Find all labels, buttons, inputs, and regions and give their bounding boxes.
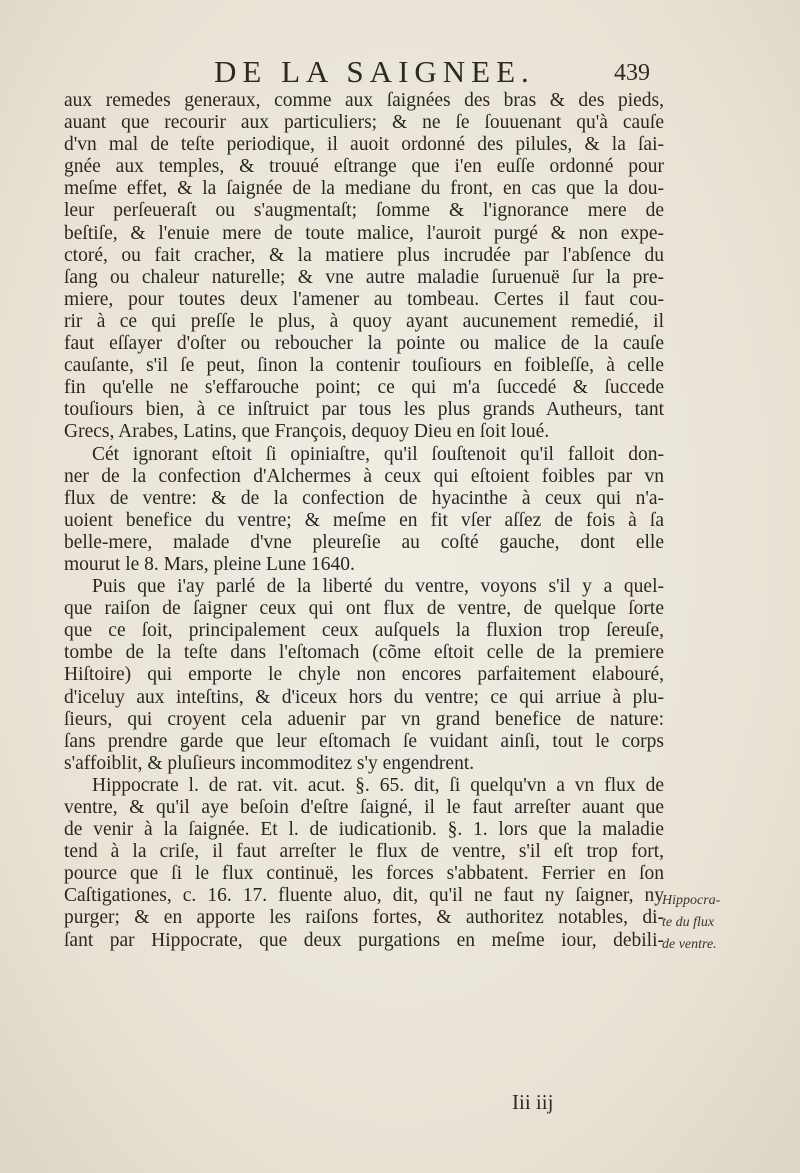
text-line: ſang ou chaleur naturelle; & vne autre maladie ſuruenuë ſur la pre- bbox=[64, 266, 664, 288]
text-line: tombe de la teſte dans l'eſtomach (cõme eſtoit celle de la premiere bbox=[64, 642, 664, 664]
text-line: fin qu'elle ne s'effarouche point; ce qui m'a ſuccedé & ſuccede bbox=[64, 377, 664, 399]
page-header bbox=[0, 50, 800, 94]
text-line: d'vn mal de teſte periodique, il auoit ordonné des pilules, & la ſai- bbox=[64, 134, 664, 156]
text-line: ſant par Hippocrate, que deux purgations en meſme iour, debili- bbox=[64, 929, 664, 951]
marginal-note-line: te du flux bbox=[662, 915, 715, 930]
text-line: aux remedes generaux, comme aux ſaignées des bras & des pieds, bbox=[64, 90, 664, 111]
marginal-note bbox=[662, 890, 762, 956]
text-line: touſiours bien, à ce inſtruict par tous les plus grands Autheurs, tant bbox=[64, 399, 664, 421]
marginal-note-line: Hippocra- bbox=[662, 893, 721, 908]
text-line: meſme effet, & la ſaignée de la mediane du front, en cas que la dou- bbox=[64, 178, 664, 200]
text-line: ner de la confection d'Alchermes à ceux qui eſtoient foibles par vn bbox=[64, 465, 664, 487]
text-line: faut eſſayer d'oſter ou reboucher la pointe ou malice de la cauſe bbox=[64, 333, 664, 355]
text-line: de venir à la ſaignée. Et l. de iudicationib. §. 1. lors que la maladie bbox=[64, 819, 664, 841]
text-line: Grecs, Arabes, Latins, que François, dequoy Dieu en ſoit loué. bbox=[64, 421, 550, 443]
text-line: auant que recourir aux particuliers; & ne ſe ſouuenant qu'à cauſe bbox=[64, 112, 664, 134]
text-line: que ce ſoit, principalement ceux auſquels la fluxion trop ſereuſe, bbox=[64, 620, 664, 642]
signature-mark: Iii iij bbox=[512, 1090, 554, 1114]
text-line: ctoré, ou fait cracher, & la matiere plus incrudée par l'abſence du bbox=[64, 244, 664, 266]
text-line: tend à la criſe, il faut arreſter le flux de ventre, s'il eſt trop fort, bbox=[64, 841, 664, 863]
text-line: Caſtigationes, c. 16. 17. fluente aluo, dit, qu'il ne faut ny ſaigner, ny bbox=[64, 885, 664, 907]
text-line: d'iceluy aux inteſtins, & d'iceux hors du ventre; ce qui arriue à plu- bbox=[64, 686, 664, 708]
text-line: gnée aux temples, & trouué eſtrange que i'en euſſe ordonné pour bbox=[64, 156, 664, 178]
text-line: ſans prendre garde que leur eſtomach ſe vuidant ainſi, tout le corps bbox=[64, 730, 664, 752]
text-line: belle-mere, malade d'vne pleureſie au coſté gauche, dont elle bbox=[64, 531, 664, 553]
text-line: que raiſon de ſaigner ceux qui ont flux de ventre, de quelque ſorte bbox=[64, 598, 664, 620]
marginal-note-line: de ventre. bbox=[662, 937, 717, 952]
text-line: mourut le 8. Mars, pleine Lune 1640. bbox=[64, 553, 355, 575]
body-text bbox=[64, 90, 664, 952]
text-line: s'affoiblit, & pluſieurs incommoditez s'y engendrent. bbox=[64, 752, 475, 774]
text-line: Puis que i'ay parlé de la liberté du ventre, voyons s'il y a quel- bbox=[92, 576, 664, 598]
text-line: Hippocrate l. de rat. vit. acut. §. 65. dit, ſi quelqu'vn a vn flux de bbox=[92, 774, 664, 796]
text-line: cauſante, s'il ſe peut, ſinon la contenir touſiours en foibleſſe, à celle bbox=[64, 355, 664, 377]
text-line: ſieurs, qui croyent cela aduenir par vn grand benefice de nature: bbox=[64, 708, 664, 730]
text-line: Hiſtoire) qui emporte le chyle non encores parfaitement elabouré, bbox=[64, 664, 664, 686]
text-line: rir à ce qui preſſe le plus, à quoy ayant aucunement remedié, il bbox=[64, 310, 664, 332]
text-line: flux de ventre: & de la confection de hyacinthe à ceux qui n'a- bbox=[64, 487, 664, 509]
text-line: miere, pour toutes deux l'amener au tombeau. Certes il faut cou- bbox=[64, 288, 664, 310]
text-line: uoient benefice du ventre; & meſme en fit vſer aſſez de fois à ſa bbox=[64, 509, 664, 531]
text-line: Cét ignorant eſtoit ſi opiniaſtre, qu'il ſouſtenoit qu'il falloit don- bbox=[92, 443, 664, 465]
running-title: DE LA SAIGNEE. bbox=[214, 54, 535, 89]
text-line: purger; & en apporte les raiſons fortes, & authoritez notables, di- bbox=[64, 907, 664, 929]
text-line: ventre, & qu'il aye beſoin d'eſtre ſaigné, il le faut arreſter auant que bbox=[64, 797, 664, 818]
text-line: beſtiſe, & l'enuie mere de toute malice, l'auroit purgé & non expe- bbox=[64, 222, 664, 244]
text-line: pource que ſi le flux continuë, les forces s'abbatent. Ferrier en ſon bbox=[64, 863, 664, 885]
page-number: 439 bbox=[614, 60, 650, 86]
text-line: leur perſeueraſt ou s'augmentaſt; ſomme & l'ignorance mere de bbox=[64, 200, 664, 222]
